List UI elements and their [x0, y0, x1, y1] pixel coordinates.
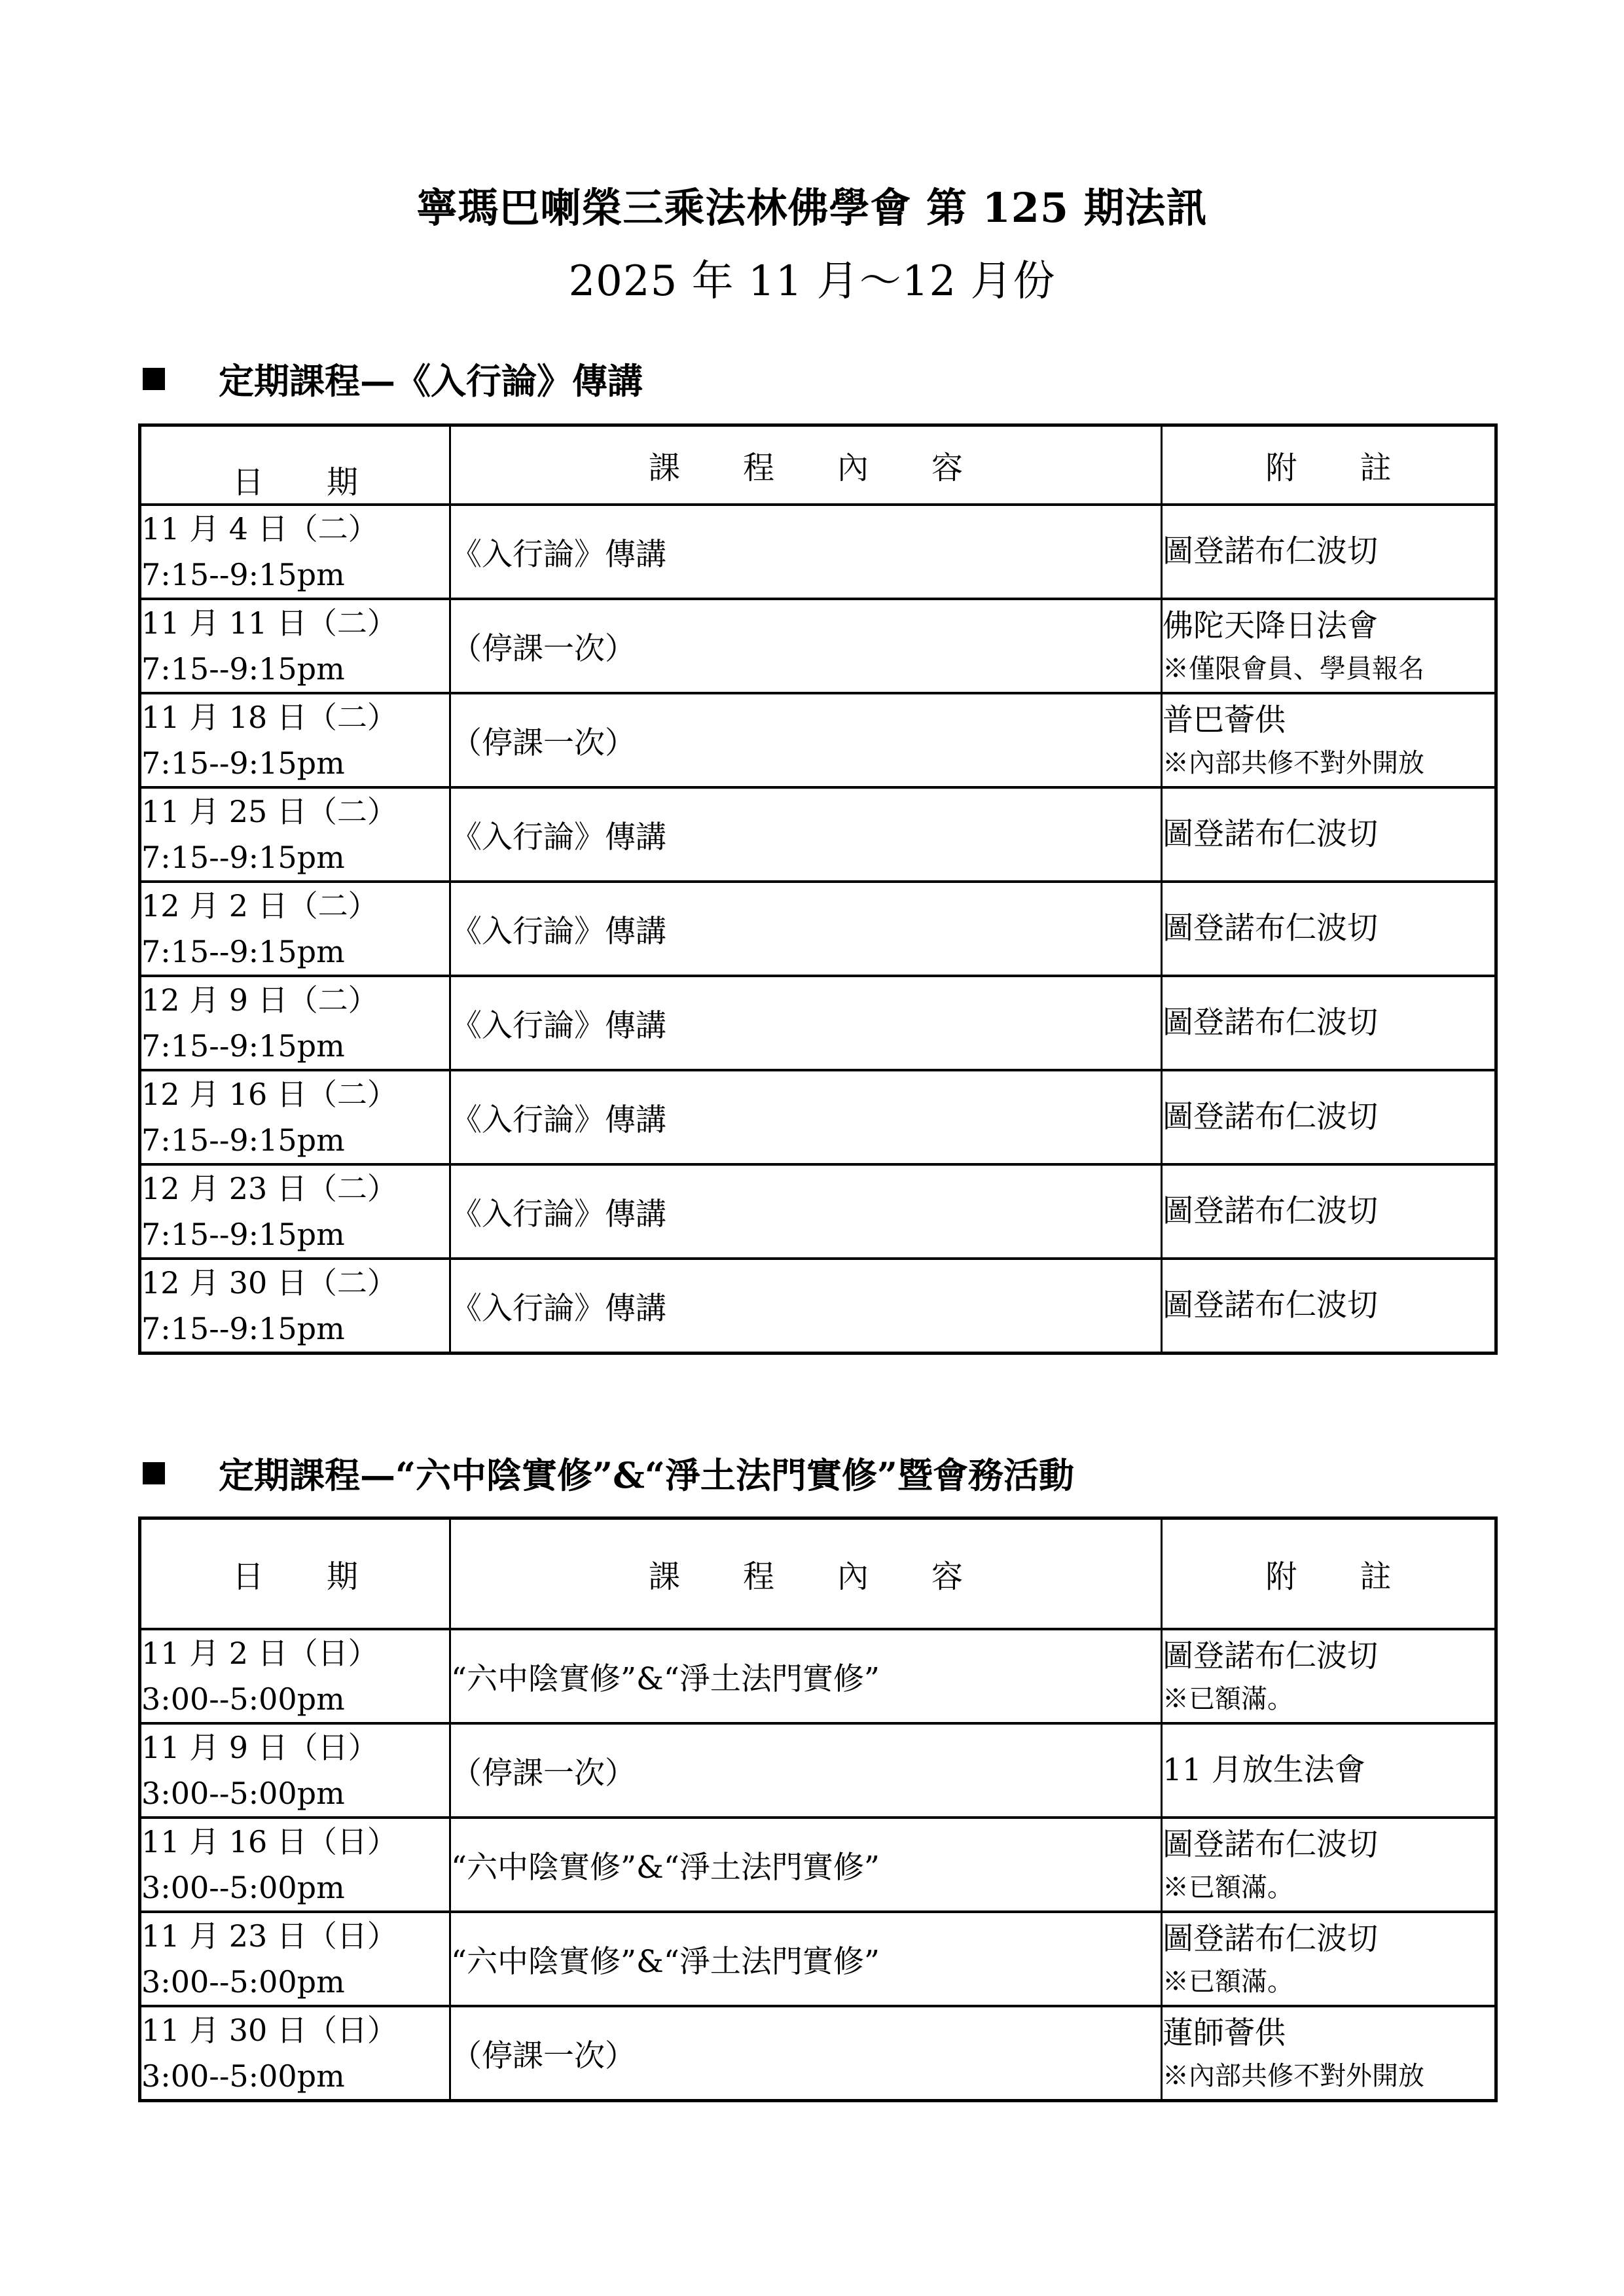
date-cell: [140, 787, 450, 882]
column-header-note: 附 註: [1162, 1518, 1496, 1630]
content-cell: 《入行論》傳講: [450, 1070, 1162, 1164]
content-cell: 《入行論》傳講: [450, 1164, 1162, 1259]
column-header-note: 附 註: [1162, 425, 1496, 505]
note-main: 圖登諾布仁波切: [1163, 1638, 1378, 1674]
note-main: 圖登諾布仁波切: [1163, 533, 1378, 569]
note-cell: [1162, 1259, 1496, 1354]
note-cell: [1162, 693, 1496, 787]
date-text: 12 月 9 日（二）: [141, 982, 378, 1018]
table-row: [140, 1818, 1496, 1912]
date-text: 12 月 30 日（二）: [141, 1265, 397, 1300]
table-row: [140, 693, 1496, 787]
note-main: 圖登諾布仁波切: [1163, 1099, 1378, 1135]
note-main: 圖登諾布仁波切: [1163, 1287, 1378, 1323]
date-text: 11 月 18 日（二）: [141, 700, 397, 735]
date-text: 12 月 2 日（二）: [141, 888, 378, 924]
table-row: [140, 2006, 1496, 2101]
date-text: 12 月 16 日（二）: [141, 1077, 397, 1112]
table-row: [140, 1723, 1496, 1818]
newsletter-period: 2025 年 11 月～12 月份: [568, 257, 1056, 306]
note-cell: [1162, 1912, 1496, 2006]
time-text: 3:00--5:00pm: [141, 1681, 345, 1717]
table-row: [140, 599, 1496, 693]
date-cell: [140, 2006, 450, 2101]
date-cell: [140, 1070, 450, 1164]
table-row: [140, 1912, 1496, 2006]
date-text: 11 月 11 日（二）: [141, 605, 397, 641]
content-cell: “六中陰實修”&“淨土法門實修”: [450, 1629, 1162, 1723]
table-row: [140, 1629, 1496, 1723]
section-heading-bodhicharyavatara: [143, 353, 643, 404]
column-header-content: 課 程 內 容: [450, 1518, 1162, 1630]
table-row: [140, 1070, 1496, 1164]
note-main: 11 月放生法會: [1163, 1752, 1365, 1788]
time-text: 7:15--9:15pm: [141, 745, 345, 781]
table-row: [140, 882, 1496, 976]
table-row: [140, 1164, 1496, 1259]
content-cell: “六中陰實修”&“淨土法門實修”: [450, 1912, 1162, 2006]
time-text: 3:00--5:00pm: [141, 1776, 345, 1811]
time-text: 3:00--5:00pm: [141, 1870, 345, 1905]
note-sub: ※僅限會員、學員報名: [1163, 654, 1424, 684]
date-text: 11 月 9 日（日）: [141, 1730, 378, 1765]
note-main: 圖登諾布仁波切: [1163, 1921, 1378, 1957]
note-sub: ※內部共修不對外開放: [1163, 2061, 1424, 2091]
square-bullet-icon: [143, 1462, 165, 1484]
note-cell: [1162, 599, 1496, 693]
content-cell: （停課一次）: [450, 599, 1162, 693]
time-text: 7:15--9:15pm: [141, 934, 345, 969]
square-bullet-icon: [143, 368, 165, 390]
date-cell: [140, 1164, 450, 1259]
note-cell: [1162, 1070, 1496, 1164]
section-heading-text: 定期課程—“六中陰實修”&“淨土法門實修”暨會務活動: [219, 1454, 1074, 1496]
date-cell: [140, 1723, 450, 1818]
note-main: 圖登諾布仁波切: [1163, 910, 1378, 946]
content-cell: （停課一次）: [450, 2006, 1162, 2101]
date-cell: [140, 976, 450, 1070]
date-text: 11 月 25 日（二）: [141, 794, 397, 829]
note-sub: ※已額滿。: [1163, 1967, 1293, 1997]
note-main: 蓮師薈供: [1163, 2015, 1286, 2051]
content-cell: “六中陰實修”&“淨土法門實修”: [450, 1818, 1162, 1912]
date-text: 11 月 16 日（日）: [141, 1824, 397, 1859]
time-text: 3:00--5:00pm: [141, 1964, 345, 2000]
note-cell: [1162, 2006, 1496, 2101]
note-sub: ※已額滿。: [1163, 1873, 1293, 1903]
content-cell: 《入行論》傳講: [450, 787, 1162, 882]
table-row: [140, 787, 1496, 882]
time-text: 7:15--9:15pm: [141, 840, 345, 875]
note-main: 圖登諾布仁波切: [1163, 1193, 1378, 1229]
schedule-table-bodhicharyavatara: [138, 423, 1498, 1355]
note-cell: [1162, 976, 1496, 1070]
note-sub: ※已額滿。: [1163, 1684, 1293, 1714]
column-header-content: 課 程 內 容: [450, 425, 1162, 505]
note-cell: [1162, 787, 1496, 882]
time-text: 7:15--9:15pm: [141, 1028, 345, 1064]
note-main: 圖登諾布仁波切: [1163, 1005, 1378, 1041]
time-text: 7:15--9:15pm: [141, 557, 345, 592]
date-cell: [140, 505, 450, 599]
table-row: [140, 505, 1496, 599]
date-text: 11 月 23 日（日）: [141, 1918, 397, 1954]
content-cell: 《入行論》傳講: [450, 505, 1162, 599]
date-cell: [140, 1259, 450, 1354]
note-cell: [1162, 1629, 1496, 1723]
date-cell: [140, 1818, 450, 1912]
date-cell: [140, 1912, 450, 2006]
date-cell: [140, 693, 450, 787]
date-text: 11 月 2 日（日）: [141, 1636, 378, 1671]
note-main: 圖登諾布仁波切: [1163, 816, 1378, 852]
column-header-date: 日 期: [140, 1518, 450, 1630]
note-main: 普巴薈供: [1163, 702, 1286, 738]
column-header-date: 日 期: [140, 425, 450, 505]
date-text: 12 月 23 日（二）: [141, 1171, 397, 1206]
date-text: 11 月 4 日（二）: [141, 511, 378, 547]
note-cell: [1162, 505, 1496, 599]
content-cell: 《入行論》傳講: [450, 1259, 1162, 1354]
content-cell: （停課一次）: [450, 1723, 1162, 1818]
schedule-table-bardo-pureland: [138, 1516, 1498, 2102]
table-row: [140, 1259, 1496, 1354]
table-header-row: [140, 1518, 1496, 1630]
note-cell: [1162, 1164, 1496, 1259]
date-cell: [140, 882, 450, 976]
content-cell: （停課一次）: [450, 693, 1162, 787]
table-row: [140, 976, 1496, 1070]
content-cell: 《入行論》傳講: [450, 976, 1162, 1070]
time-text: 7:15--9:15pm: [141, 1122, 345, 1158]
date-text: 11 月 30 日（日）: [141, 2013, 397, 2048]
note-cell: [1162, 1818, 1496, 1912]
date-cell: [140, 1629, 450, 1723]
time-text: 7:15--9:15pm: [141, 1217, 345, 1252]
table-header-row: [140, 425, 1496, 505]
time-text: 7:15--9:15pm: [141, 651, 345, 687]
note-cell: [1162, 882, 1496, 976]
date-cell: [140, 599, 450, 693]
section-heading-bardo-pureland: [143, 1448, 1074, 1498]
section-heading-text: 定期課程—《入行論》傳講: [219, 360, 643, 402]
newsletter-title: 寧瑪巴喇榮三乘法林佛學會 第 125 期法訊: [416, 184, 1208, 232]
time-text: 3:00--5:00pm: [141, 2058, 345, 2094]
time-text: 7:15--9:15pm: [141, 1311, 345, 1346]
note-cell: [1162, 1723, 1496, 1818]
note-sub: ※內部共修不對外開放: [1163, 748, 1424, 778]
note-main: 佛陀天降日法會: [1163, 608, 1378, 644]
note-main: 圖登諾布仁波切: [1163, 1827, 1378, 1863]
content-cell: 《入行論》傳講: [450, 882, 1162, 976]
